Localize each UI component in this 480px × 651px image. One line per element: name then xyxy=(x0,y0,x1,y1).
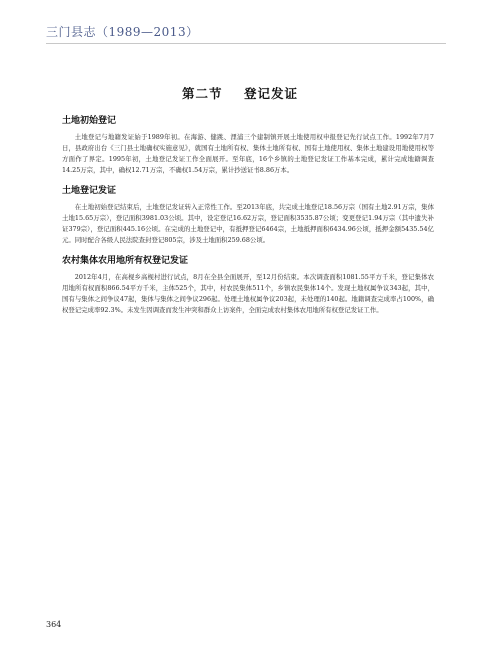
subsection-initial-registration xyxy=(62,115,434,176)
page-number: 364 xyxy=(46,620,62,629)
running-header: 三门县志（1989—2013） xyxy=(46,25,199,39)
subsection-paragraph: 2012年4月，在高枧乡高枧村进行试点，8月在全县全面展开，至12月份结束。本次调查面积1081.55平方千米，登记集体农用地所有权面积866.54平方千米，主体525个，其中，村农民集体511个，乡镇农民集体14个。发现土地权属争议343起，其中，国有与集体之间争议47起，集体与集体之间争议296起。处理土地权属争议203起，未处理的140起。地籍调查完成率占100%，确权登记完成率92.3%。未发生因调查而发生冲突和群众上访案件，全面完成农村集体农用地所有权登记发证工作。 xyxy=(62,273,434,314)
section-title: 第二节 登记发证 xyxy=(182,86,298,101)
subsection-heading: 农村集体农用地所有权登记发证 xyxy=(62,256,189,266)
subsection-registration-certification xyxy=(62,185,434,246)
subsection-paragraph: 在土地初始登记结束后，土地登记发证转入正常性工作。至2013年底，共完成土地登记18.56万宗（国有土地2.91万宗，集体土地15.65万宗），登记面积3981.03公顷。其中，设定登记16.62万宗，登记面积3535.87公顷；变更登记1.94万宗（其中遗失补证379宗），登记面积445.16公顷。在完成的土地登记中，有抵押登记6464宗，土地抵押面积6434.96公顷，抵押金额5435.54亿元。同时配合各级人民法院查封登记805宗，涉及土地面积259.68公顷。 xyxy=(62,203,434,244)
header-divider xyxy=(46,43,446,44)
subsection-heading: 土地登记发证 xyxy=(62,186,117,196)
subsection-collective-farmland xyxy=(62,255,434,316)
subsection-paragraph: 土地登记与地籍发证始于1989年初。在海游、健跳、浬浦三个建制镇开展土地使用权申报登记先行试点工作。1992年7月7日，县政府出台《三门县土地确权实施意见》，就国有土地所有权、集体土地所有权、国有土地使用权、集体土地建设用地使用权等方面作了界定。1995年初，土地登记发证工作全面展开。至年底，16个乡镇的土地登记发证工作基本完成，累计完成地籍调查14.25万宗，其中，确权12.71万宗，不确权1.54万宗，累计抄送证书8.86万本。 xyxy=(62,133,434,174)
subsection-heading: 土地初始登记 xyxy=(62,116,117,126)
body-content xyxy=(62,115,434,325)
